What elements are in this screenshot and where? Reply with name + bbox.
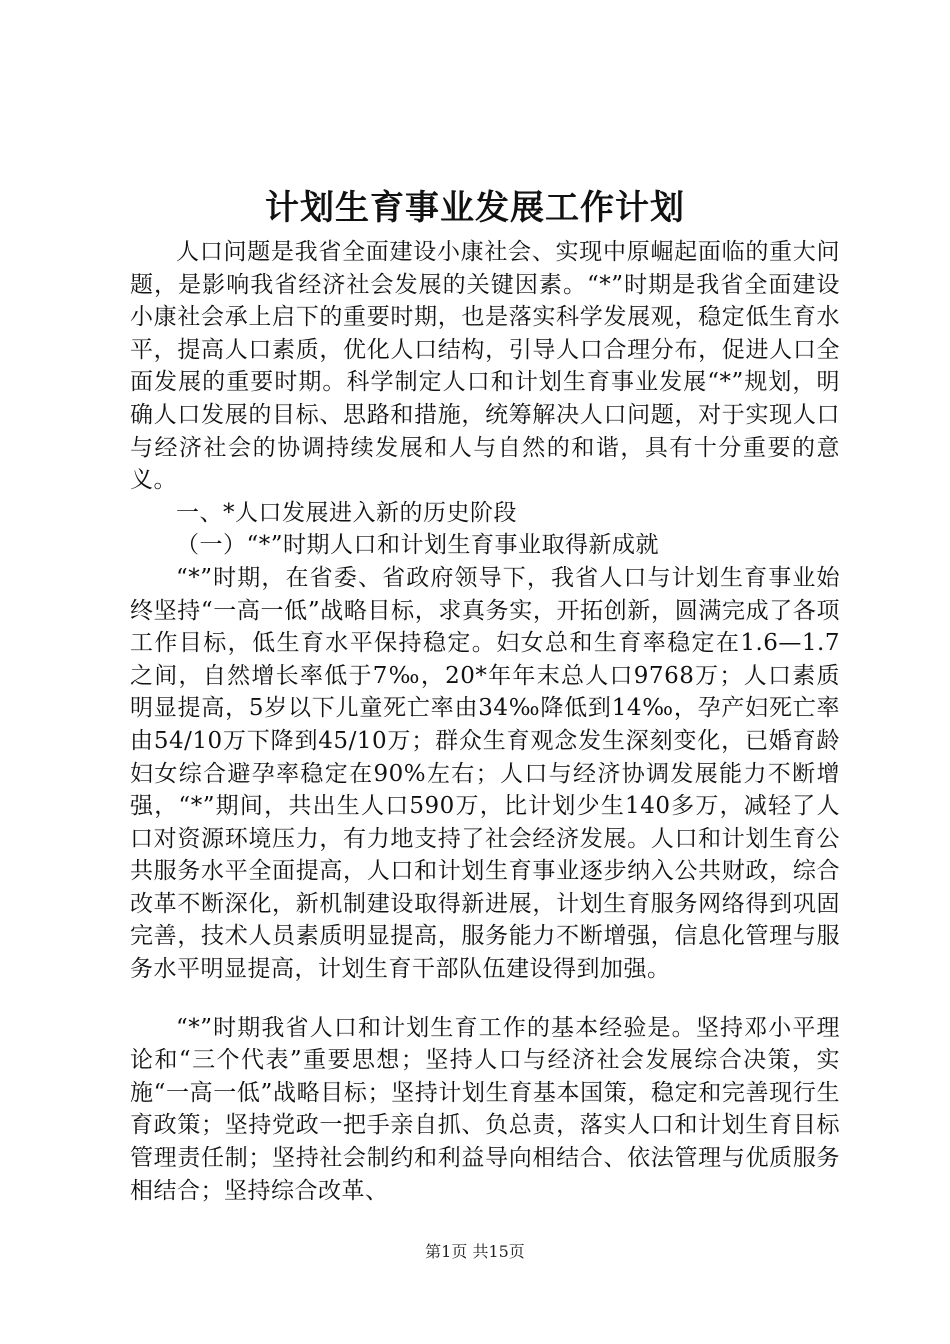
achievements-paragraph: “*”时期，在省委、省政府领导下，我省人口与计划生育事业始终坚持“一高一低”战略目标，求真务实，开拓创新，圆满完成了各项工作目标，低生育水平保持稳定。妇女总和生育率稳定在1.6—1.7之间，自然增长率低于7‰，20*年年末总人口9768万；人口素质明显提高，5岁以下儿童死亡率由34‰降低到14‰，孕产妇死亡率由54/10万下降到45/10万；群众生育观念发生深刻变化，已婚育龄妇女综合避孕率稳定在90%左右；人口与经济协调发展能力不断增强，“*”期间，共出生人口590万，比计划少生140多万，减轻了人口对资源环境压力，有力地支持了社会经济发展。人口和计划生育公共服务水平全面提高，人口和计划生育事业逐步纳入公共财政，综合改革不断深化，新机制建设取得新进展，计划生育服务网络得到巩固完善，技术人员素质明显提高，服务能力不断增强，信息化管理与服务水平明显提高，计划生育干部队伍建设得到加强。	[130, 564, 840, 983]
page-footer: 第1页 共15页	[425, 1242, 525, 1261]
section-heading-1: 一、*人口发展进入新的历史阶段	[176, 499, 517, 526]
intro-paragraph: 人口问题是我省全面建设小康社会、实现中原崛起面临的重大问题，是影响我省经济社会发展的关键因素。“*”时期是我省全面建设小康社会承上启下的重要时期，也是落实科学发展观，稳定低生育水平，提高人口素质，优化人口结构，引导人口合理分布，促进人口全面发展的重要时期。科学制定人口和计划生育事业发展“*”规划，明确人口发展的目标、思路和措施，统筹解决人口问题，对于实现人口与经济社会的协调持续发展和人与自然的和谐，具有十分重要的意义。	[130, 239, 840, 494]
paragraph-gap	[130, 986, 840, 1012]
experience-paragraph: “*”时期我省人口和计划生育工作的基本经验是。坚持邓小平理论和“三个代表”重要思想；坚持人口与经济社会发展综合决策，实施“一高一低”战略目标；坚持计划生育基本国策，稳定和完善现行生育政策；坚持党政一把手亲自抓、负总责，落实人口和计划生育目标管理责任制；坚持社会制约和利益导向相结合、依法管理与优质服务相结合；坚持综合改革、	[130, 1014, 840, 1204]
document-title: 计划生育事业发展工作计划	[265, 188, 685, 228]
document-body	[130, 236, 840, 1207]
subsection-heading-1: （一）“*”时期人口和计划生育事业取得新成就	[176, 532, 660, 559]
